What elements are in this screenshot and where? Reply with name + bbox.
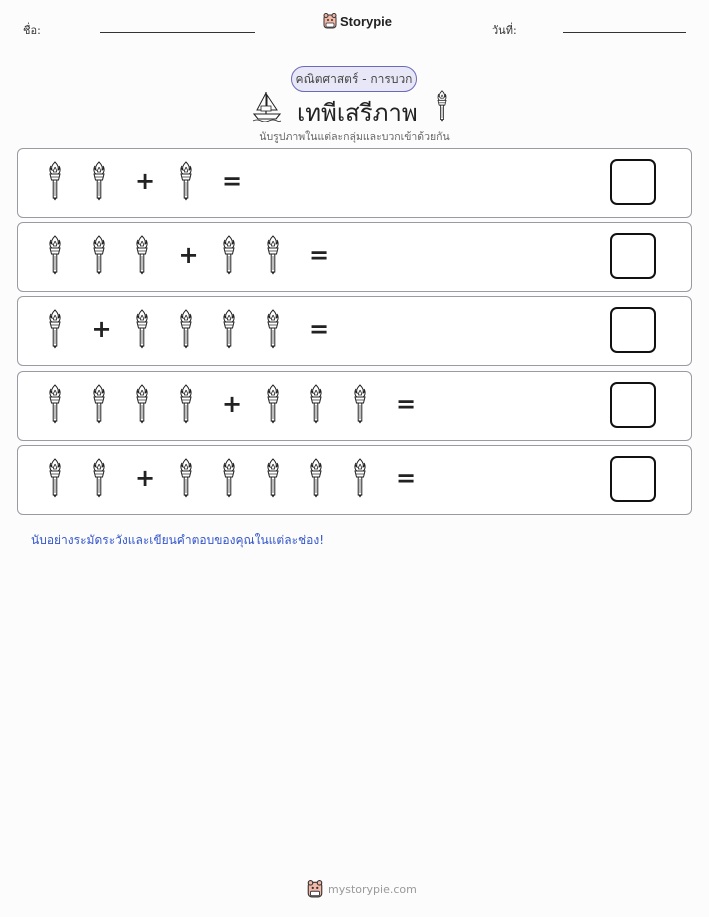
- date-field[interactable]: [563, 32, 686, 33]
- date-label: วันที่:: [492, 24, 517, 37]
- worksheet-subtitle: นับรูปภาพในแต่ละกลุ่มและบวกเข้าด้วยกัน: [259, 131, 450, 143]
- torch-icon: [91, 235, 107, 275]
- torch-icon: [265, 309, 281, 349]
- torch-icon: [134, 384, 150, 424]
- torch-icon: [265, 458, 281, 498]
- torch-icon: [47, 384, 63, 424]
- torch-icon: [134, 235, 150, 275]
- plus-sign: +: [91, 315, 112, 343]
- storypie-mascot-icon: [323, 13, 337, 29]
- sailboat-icon: [252, 90, 282, 122]
- torch-icon: [47, 458, 63, 498]
- equals-sign: =: [396, 390, 417, 418]
- torch-icon: [221, 309, 237, 349]
- subject-badge: คณิตศาสตร์ - การบวก: [291, 66, 417, 92]
- torch-icon: [352, 384, 368, 424]
- footer-site[interactable]: mystorypie.com: [328, 882, 417, 896]
- torch-icon: [134, 309, 150, 349]
- name-label: ชื่อ:: [23, 24, 41, 37]
- plus-sign: +: [135, 167, 156, 195]
- torch-icon: [221, 458, 237, 498]
- answer-box[interactable]: [610, 233, 656, 279]
- torch-icon: [352, 458, 368, 498]
- problem-row: [17, 296, 692, 366]
- equals-sign: =: [309, 315, 330, 343]
- torch-icon: [221, 235, 237, 275]
- torch-icon: [178, 309, 194, 349]
- torch-icon: [47, 309, 63, 349]
- problem-row: [17, 222, 692, 292]
- plus-sign: +: [222, 390, 243, 418]
- torch-icon: [178, 384, 194, 424]
- footer: [307, 880, 417, 898]
- answer-box[interactable]: [610, 382, 656, 428]
- storypie-mascot-icon: [307, 880, 323, 898]
- instruction-text: นับอย่างระมัดระวังและเขียนคำตอบของคุณในแต่ละช่อง!: [31, 533, 325, 547]
- brand-logo: [323, 13, 392, 29]
- problem-row: [17, 148, 692, 218]
- name-field[interactable]: [100, 32, 255, 33]
- equals-sign: =: [396, 464, 417, 492]
- torch-icon: [178, 161, 194, 201]
- torch-icon: [178, 458, 194, 498]
- torch-icon: [434, 90, 450, 122]
- torch-icon: [308, 458, 324, 498]
- brand-name: Storypie: [340, 13, 393, 29]
- torch-icon: [91, 458, 107, 498]
- problem-row: [17, 445, 692, 515]
- answer-box[interactable]: [610, 456, 656, 502]
- torch-icon: [308, 384, 324, 424]
- plus-sign: +: [178, 241, 199, 269]
- torch-icon: [265, 384, 281, 424]
- worksheet-title: เทพีเสรีภาพ: [297, 99, 418, 127]
- torch-icon: [265, 235, 281, 275]
- answer-box[interactable]: [610, 159, 656, 205]
- torch-icon: [47, 161, 63, 201]
- answer-box[interactable]: [610, 307, 656, 353]
- problem-row: [17, 371, 692, 441]
- plus-sign: +: [135, 464, 156, 492]
- equals-sign: =: [309, 241, 330, 269]
- torch-icon: [91, 384, 107, 424]
- equals-sign: =: [222, 167, 243, 195]
- torch-icon: [91, 161, 107, 201]
- torch-icon: [47, 235, 63, 275]
